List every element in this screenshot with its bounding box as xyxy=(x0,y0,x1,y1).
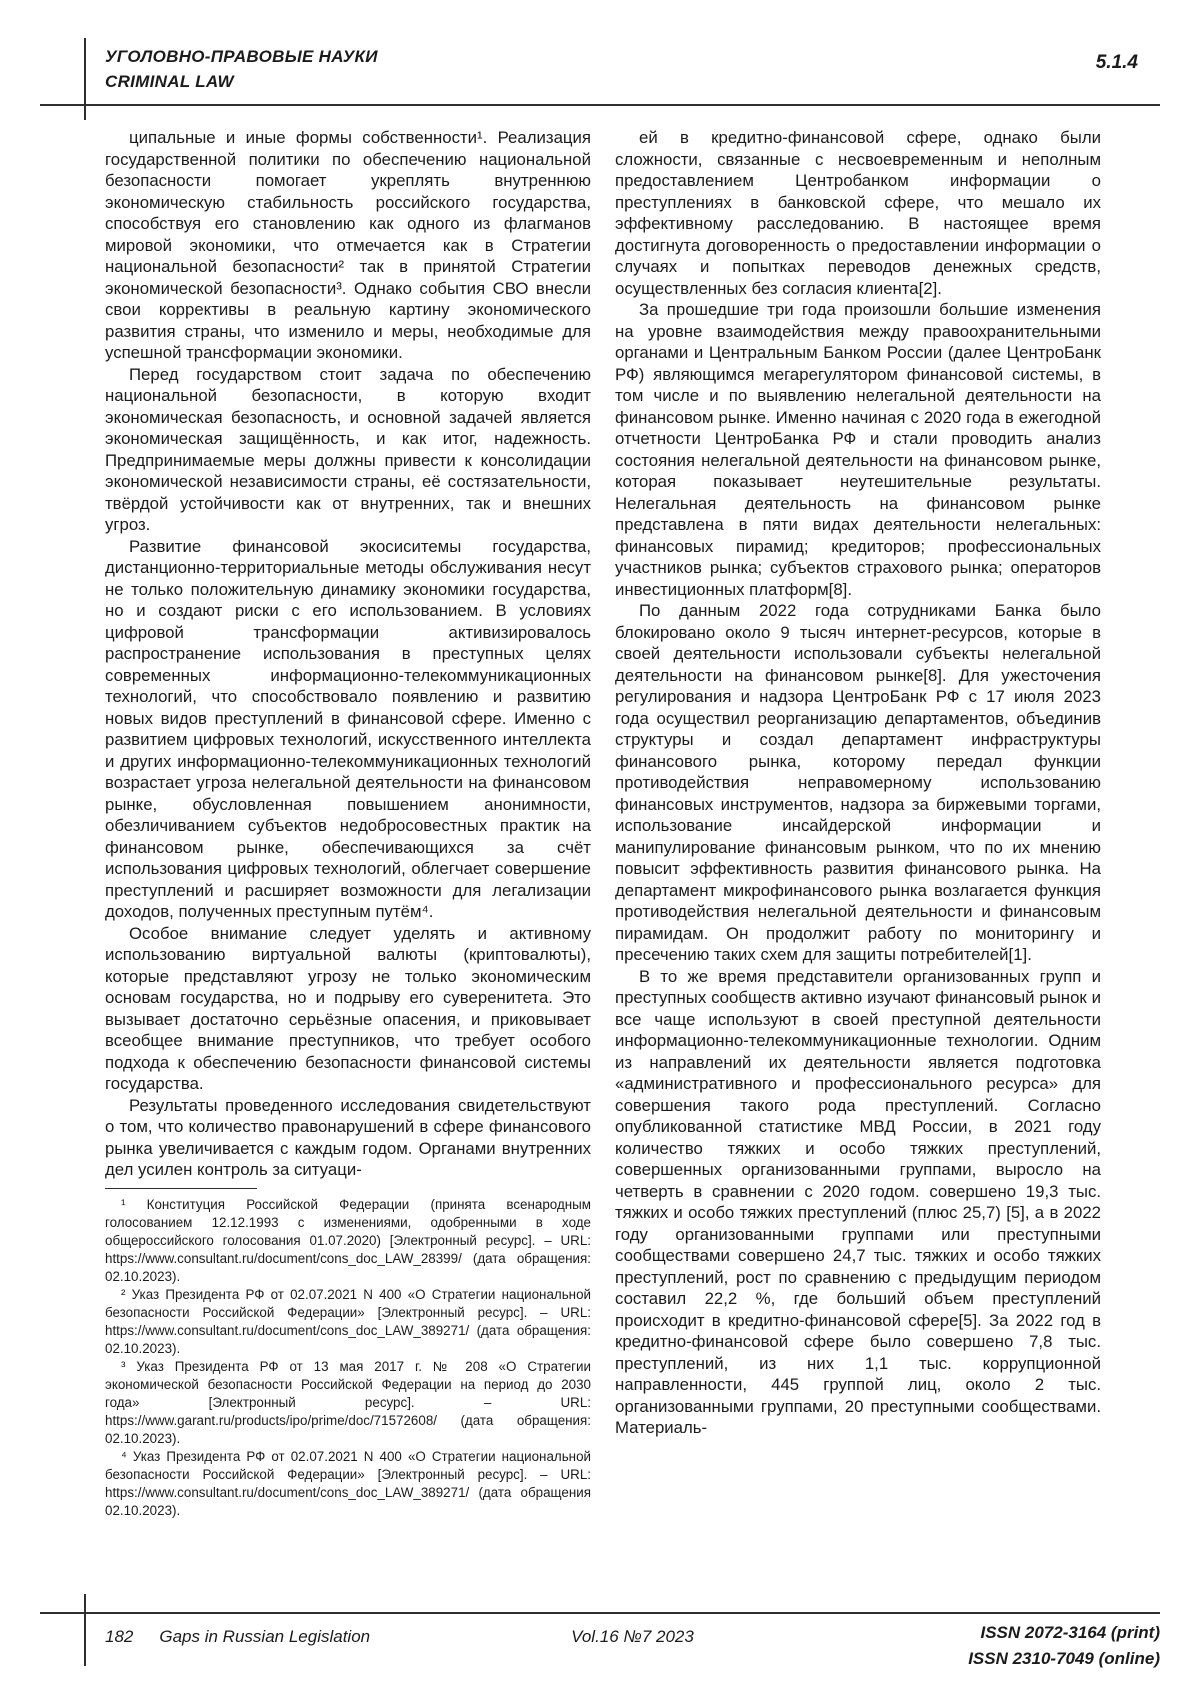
footnote: ³ Указ Президента РФ от 13 мая 2017 г. № 208 «О Стратегии экономической безопасности Российской Федерации на период до 2030 года» [Электронный ресурс]. – URL: https://www.garant.ru/products/ipo/prime/doc/71572608/ (дата обращения: 02.10.2023). xyxy=(105,1359,591,1446)
paragraph: Особое внимание следует уделять и активному использованию виртуальной валюты (криптовалюты), которые представляют угрозу не только экономическим основам государства, но и подрыву его суверенитета. Это вызывает достаточно серьёзные опасения, и приковывает всеобщее внимание преступников, что требует особого подхода к обеспечению безопасности финансовой системы государства. xyxy=(105,923,591,1093)
paragraph: Результаты проведенного исследования свидетельствуют о том, что количество правонарушений в сфере финансового рынка увеличивается с каждым годом. Органами внутренних дел усилен контроль за ситуаци- xyxy=(105,1095,591,1179)
issn-online: ISSN 2310-7049 (online) xyxy=(968,1649,1160,1668)
issn-print: ISSN 2072-3164 (print) xyxy=(980,1623,1160,1642)
footnote-separator xyxy=(105,1188,257,1190)
paragraph: По данным 2022 года сотрудниками Банка было блокировано около 9 тысяч интернет-ресурсов, которые в своей деятельности использовали субъекты нелегальной деятельности на финансовом рынке[8]. Для ужесточения регулирования и надзора ЦентроБанк РФ с 17 июля 2023 года осуществил реорганизацию департаментов, объединив структуры и создал департамент инфраструктуры финансового рынка, которому передал функции противодействия неправомерному использованию финансовых инструментов, надзора за биржевыми торгами, использование инсайдерской информации и манипулирование финансовым рынком, что по их мнению повысит эффективность развития финансового рынка. На департамент микрофинансового рынка возлагается функция противодействия нелегальной деятельности и финансовым пирамидам. Он продолжит работу по мониторингу и пресечению таких схем для защиты потребителей[1]. xyxy=(615,601,1101,964)
paragraph: ей в кредитно-финансовой сфере, однако были сложности, связанные с несвоевременным и неполным предоставлением Центробанком информации о преступлениях в банковской сфере, что мешало их эффективному расследованию. В настоящее время достигнута договоренность о предоставлении информации о случаях и попытках переводов денежных средств, осуществленных без согласия клиента[2]. xyxy=(615,128,1101,298)
article-body xyxy=(105,127,1101,1520)
footnotes xyxy=(105,1196,591,1520)
footnote: ⁴ Указ Президента РФ от 02.07.2021 N 400 «О Стратегии национальной безопасности Российской Федерации» [Электронный ресурс]. – URL: https://www.consultant.ru/document/cons_doc_LAW_389271/ (дата обращения 02.10.2023). xyxy=(105,1449,591,1518)
paragraph: В то же время представители организованных групп и преступных сообществ активно изучают финансовый рынок и все чаще используют в своей преступной деятельности информационно-телекоммуникационные технологии. Одним из направлений их деятельности является подготовка «административного и профессионального ресурса» для совершения такого рода преступлений. Согласно опубликованной статистике МВД России, в 2021 году количество тяжких и особо тяжких преступлений, совершенных организованными группами, выросло на четверть в сравнении с 2020 годом. совершено 19,3 тыс. тяжких и особо тяжких преступлений (плюс 25,7) [5], а в 2022 году организованными группами или преступными сообществами совершено 24,7 тыс. тяжких и особо тяжких преступлений, рост по сравнению с предыдущим периодом составил 22,2 %, где больший объем преступлений происходит в кредитно-финансовой сфере[5]. За 2022 год в кредитно-финансовой сфере было совершено 7,8 тыс. преступлений, из них 1,1 тыс. коррупционной направленности, 445 группой лиц, около 2 тыс. организованными группами, 20 преступными сообществами. Материаль- xyxy=(615,966,1101,1437)
paragraph: ципальные и иные формы собственности¹. Реализация государственной политики по обеспечению национальной безопасности помогает укреплять внутреннюю экономическую стабильность российского государства, способствуя его становлению как одного из флагманов мировой экономики, что отмечается как в Стратегии национальной безопасности² так в принятой Стратегии экономической безопасности³. Однако события СВО внесли свои коррективы в реальную картину экономического развития страны, что изменило и меры, необходимые для успешной трансформации экономики. xyxy=(105,128,591,362)
page-number: 182 xyxy=(105,1627,134,1646)
footnote: ¹ Конституция Российской Федерации (принята всенародным голосованием 12.12.1993 с изменениями, одобренными в ходе общероссийского голосования 01.07.2020) [Электронный ресурс]. – URL: https://www.consultant.ru/document/cons_doc_LAW_28399/ (дата обращения: 02.10.2023). xyxy=(105,1197,591,1284)
paragraph: Развитие финансовой экосиситемы государства, дистанционно-территориальные методы обслуживания несут не только положительную динамику экономики государства, но и создают риски с его использованием. В условиях цифровой трансформации активизировалось распространение использования в преступных целях современных информационно-телекоммуникационных технологий, что способствовало появлению и развитию новых видов преступлений в финансовой сфере. Именно с развитием цифровых технологий, искусственного интеллекта и других информационно-телекоммуникационных технологий возрастает угроза нелегальной деятельности на финансовом рынке, обусловленная повышением анонимности, обезличиванием субъектов недобросовестных практик на финансовом рынке, обеспечивающихся за счёт использования цифровых технологий, облегчает совершение преступлений и расширяет возможности для легализации доходов, полученных преступным путём⁴. xyxy=(105,536,591,921)
left-column-text xyxy=(105,127,591,1181)
section-title-ru: УГОЛОВНО-ПРАВОВЫЕ НАУКИ xyxy=(105,47,378,66)
footer-left-vertical-rule xyxy=(84,1594,86,1666)
volume-issue: Vol.16 №7 2023 xyxy=(571,1627,694,1646)
issn-block xyxy=(968,1620,1160,1672)
journal-title: Gaps in Russian Legislation xyxy=(159,1627,371,1646)
footnote: ² Указ Президента РФ от 02.07.2021 N 400 «О Стратегии национальной безопасности Российской Федерации» [Электронный ресурс]. – URL: https://www.consultant.ru/document/cons_doc_LAW_389271/ (дата обращения: 02.10.2023). xyxy=(105,1287,591,1356)
header-left-vertical-rule xyxy=(84,38,86,120)
left-column xyxy=(105,127,591,1520)
paragraph: За прошедшие три года произошли большие изменения на уровне взаимодействия между правоохранительными органами и Центральным Банком России (далее ЦентроБанк РФ) являющимся мегарегулятором финансовой системы, в том числе и по выявлению нелегальной деятельности на финансовом рынке. Именно начиная с 2020 года в ежегодной отчетности ЦентроБанка РФ и стали проводить анализ состояния нелегальной деятельности на финансовом рынке, которая показывает неутешительные результаты. Нелегальная деятельность на финансовом рынке представлена в пяти видах деятельности нелегальных: финансовых пирамид; кредиторов; профессиональных участников рынка; субъектов страхового рынка; операторов инвестиционных платформ[8]. xyxy=(615,300,1101,599)
right-column xyxy=(615,127,1101,1520)
paragraph: Перед государством стоит задача по обеспечению национальной безопасности, в которую входит экономическая безопасность, и основной задачей является экономическая защищённость, и как итог, надежность. Предпринимаемые меры должны привести к консолидации экономической независимости страны, её состязательности, твёрдой устойчивости как от внутренних, так и внешних угроз. xyxy=(105,364,591,534)
page-header xyxy=(105,44,378,94)
specialty-code: 5.1.4 xyxy=(1095,52,1138,73)
header-rule xyxy=(40,104,1160,106)
footer-rule xyxy=(40,1612,1160,1614)
section-title-en: CRIMINAL LAW xyxy=(105,72,234,91)
right-column-text xyxy=(615,127,1101,1439)
